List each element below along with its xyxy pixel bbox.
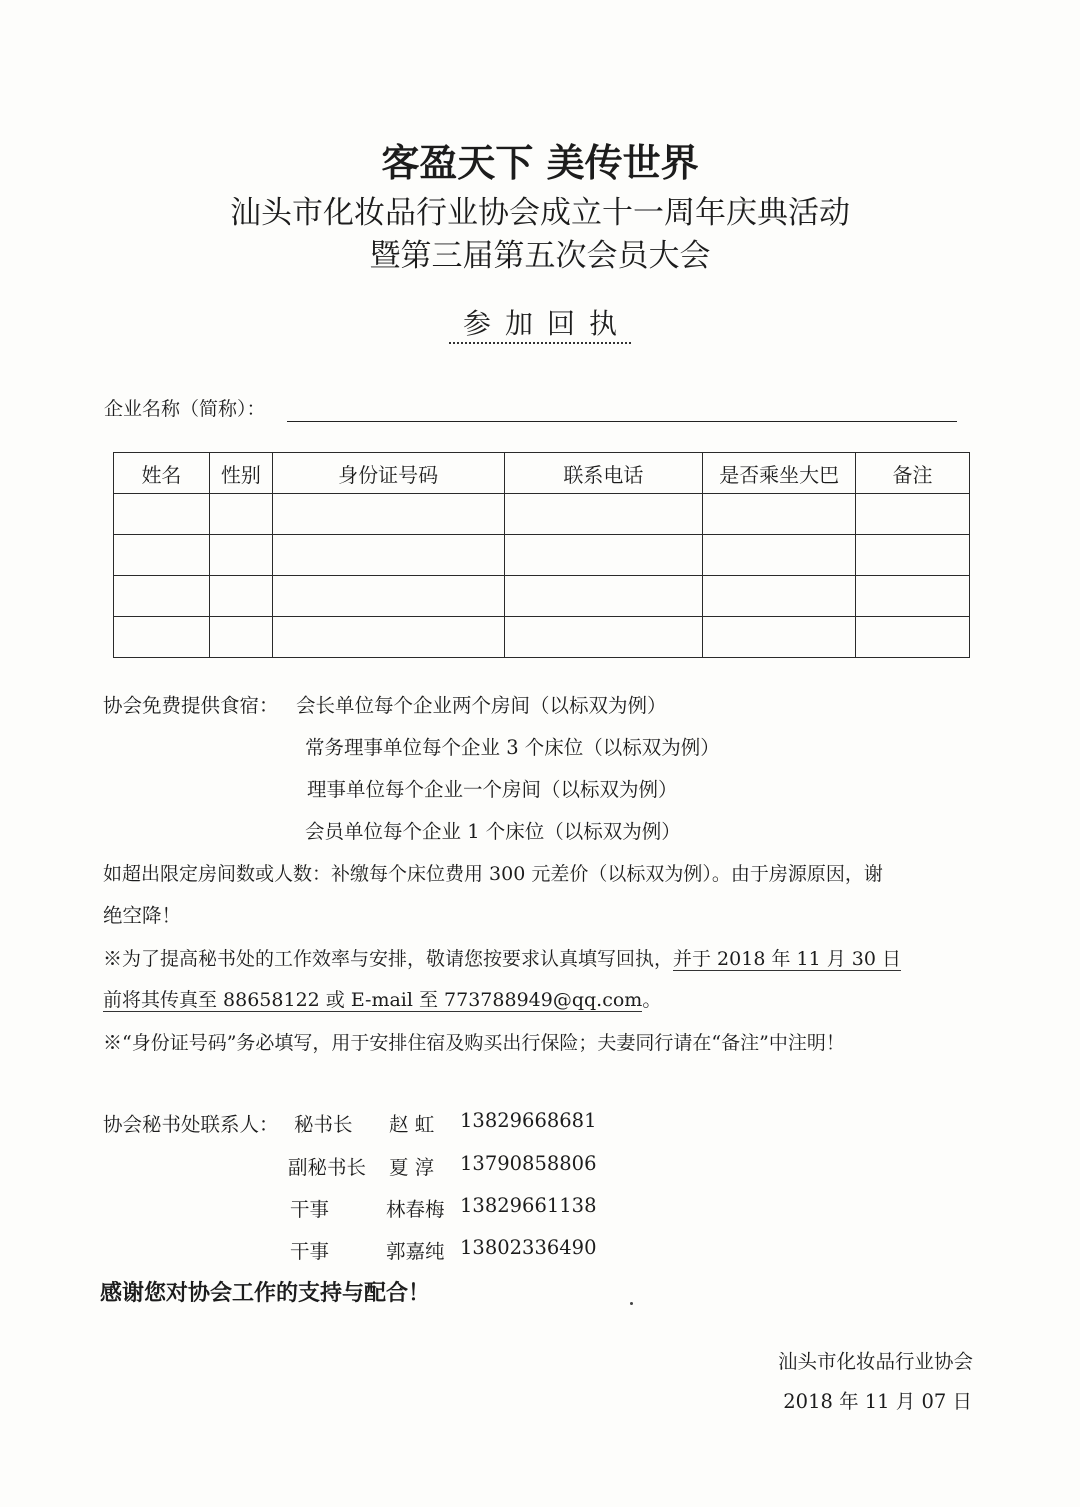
table-cell[interactable]	[209, 535, 272, 576]
company-name-field[interactable]	[287, 421, 957, 422]
signature-date: 2018 年 11 月 07 日	[783, 1390, 972, 1413]
contact-phone: 13829668681	[460, 1109, 597, 1132]
contact-name: 郭嘉纯	[386, 1240, 445, 1263]
table-cell[interactable]	[856, 535, 970, 576]
table-cell[interactable]	[504, 576, 703, 617]
contact-role: 干事	[290, 1240, 330, 1263]
header-id-number: 身份证号码	[272, 453, 504, 494]
contact-name: 夏 淳	[389, 1156, 435, 1179]
header-phone: 联系电话	[504, 453, 703, 494]
table-row	[114, 535, 970, 576]
signature-organization: 汕头市化妆品行业协会	[777, 1350, 973, 1373]
event-title-line1: 汕头市化妆品行业协会成立十一周年庆典活动	[230, 195, 850, 231]
table-cell[interactable]	[114, 576, 210, 617]
receipt-title: 参加回执	[0, 302, 1080, 342]
header-bus: 是否乘坐大巴	[703, 453, 856, 494]
submit-note-line2: 前将其传真至 88658122 或 E-mail 至 773788949@qq.com。	[103, 989, 662, 1011]
scan-speck	[630, 1302, 633, 1305]
table-cell[interactable]	[114, 617, 210, 658]
contact-phone: 13790858806	[460, 1152, 597, 1175]
table-cell[interactable]	[272, 617, 504, 658]
table-cell[interactable]	[703, 617, 856, 658]
table-cell[interactable]	[856, 617, 970, 658]
table-cell[interactable]	[703, 494, 856, 535]
slogan-title: 客盈天下 美传世界	[381, 140, 699, 185]
table-row	[114, 576, 970, 617]
contact-role: 干事	[290, 1198, 330, 1221]
submit-note-line1: ※为了提高秘书处的工作效率与安排，敬请您按要求认真填写回执，并于 2018 年 11 月 30 日	[103, 948, 901, 970]
table-cell[interactable]	[504, 494, 703, 535]
accommodation-line: 理事单位每个企业一个房间（以标双为例）	[307, 778, 678, 801]
contact-role: 副秘书长	[288, 1156, 367, 1179]
accommodation-label: 协会免费提供食宿：	[103, 694, 279, 717]
contact-phone: 13802336490	[460, 1236, 597, 1259]
table-cell[interactable]	[504, 535, 703, 576]
accommodation-line: 会员单位每个企业 1 个床位（以标双为例）	[305, 820, 681, 843]
event-title-line2: 暨第三届第五次会员大会	[369, 238, 711, 274]
table-cell[interactable]	[272, 535, 504, 576]
table-cell[interactable]	[209, 617, 272, 658]
table-cell[interactable]	[114, 494, 210, 535]
table-cell[interactable]	[504, 617, 703, 658]
contact-role: 秘书长	[294, 1113, 353, 1136]
table-cell[interactable]	[703, 535, 856, 576]
table-header-row	[114, 453, 970, 494]
header-gender: 性别	[209, 453, 272, 494]
table-cell[interactable]	[209, 494, 272, 535]
table-cell[interactable]	[209, 576, 272, 617]
header-remarks: 备注	[856, 453, 970, 494]
table-cell[interactable]	[703, 576, 856, 617]
table-cell[interactable]	[114, 535, 210, 576]
deadline-text: 并于 2018 年 11 月 30 日	[673, 948, 901, 970]
accommodation-line: 常务理事单位每个企业 3 个床位（以标双为例）	[305, 736, 720, 759]
table-cell[interactable]	[272, 576, 504, 617]
table-row	[114, 617, 970, 658]
company-name-label: 企业名称（简称）：	[104, 398, 266, 420]
contact-name: 赵 虹	[389, 1113, 435, 1136]
overage-note-line1: 如超出限定房间数或人数：补缴每个床位费用 300 元差价（以标双为例）。由于房源原因，谢	[103, 863, 883, 885]
id-number-note: ※“身份证号码”务必填写，用于安排住宿及购买出行保险；夫妻同行请在“备注”中注明！	[103, 1032, 845, 1054]
contacts-label: 协会秘书处联系人：	[103, 1113, 279, 1136]
overage-note-line2: 绝空降！	[103, 904, 182, 927]
table-cell[interactable]	[856, 576, 970, 617]
accommodation-line: 会长单位每个企业两个房间（以标双为例）	[296, 694, 667, 717]
contact-phone: 13829661138	[460, 1194, 597, 1217]
table-row	[114, 494, 970, 535]
fax-email-text: 前将其传真至 88658122 或 E-mail 至 773788949@qq.com	[103, 989, 643, 1011]
header-name: 姓名	[114, 453, 210, 494]
attendee-table	[113, 452, 970, 658]
table-cell[interactable]	[272, 494, 504, 535]
thanks-message: 感谢您对协会工作的支持与配合！	[100, 1280, 431, 1306]
contact-name: 林春梅	[386, 1198, 445, 1221]
table-cell[interactable]	[856, 494, 970, 535]
